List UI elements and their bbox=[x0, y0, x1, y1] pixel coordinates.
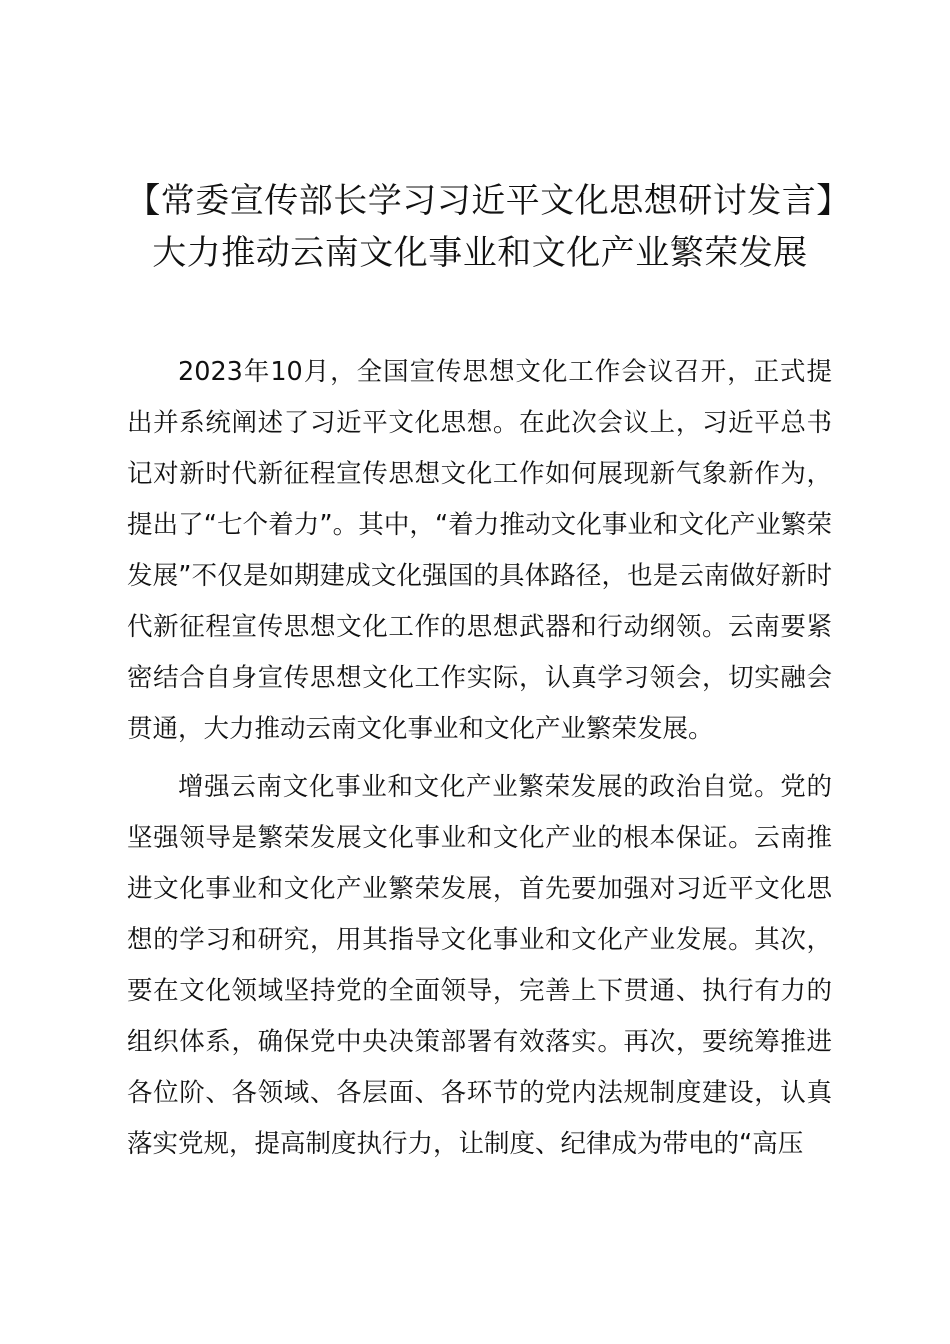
document-title: 【常委宣传部长学习习近平文化思想研讨发言】大力推动云南文化事业和文化产业繁荣发展 bbox=[126, 181, 834, 273]
body-paragraph: 增强云南文化事业和文化产业繁荣发展的政治自觉。党的坚强领导是繁荣发展文化事业和文化产业的根本保证。云南推进文化事业和文化产业繁荣发展，首先要加强对习近平文化思想的学习和研究，用其指导文化事业和文化产业发展。其次，要在文化领域坚持党的全面领导，完善上下贯通、执行有力的组织体系，确保党中央决策部署有效落实。再次，要统筹推进各位阶、各领域、各层面、各环节的党内法规制度建设，认真落实党规，提高制度执行力，让制度、纪律成为带电的“高压 bbox=[127, 772, 832, 1159]
body-paragraph: 2023年10月，全国宣传思想文化工作会议召开，正式提出并系统阐述了习近平文化思想。在此次会议上，习近平总书记对新时代新征程宣传思想文化工作如何展现新气象新作为，提出了“七个着力”。其中，“着力推动文化事业和文化产业繁荣发展”不仅是如期建成文化强国的具体路径，也是云南做好新时代新征程宣传思想文化工作的思想武器和行动纲领。云南要紧密结合自身宣传思想文化工作实际，认真学习领会，切实融会贯通，大力推动云南文化事业和文化产业繁荣发展。 bbox=[127, 357, 832, 744]
